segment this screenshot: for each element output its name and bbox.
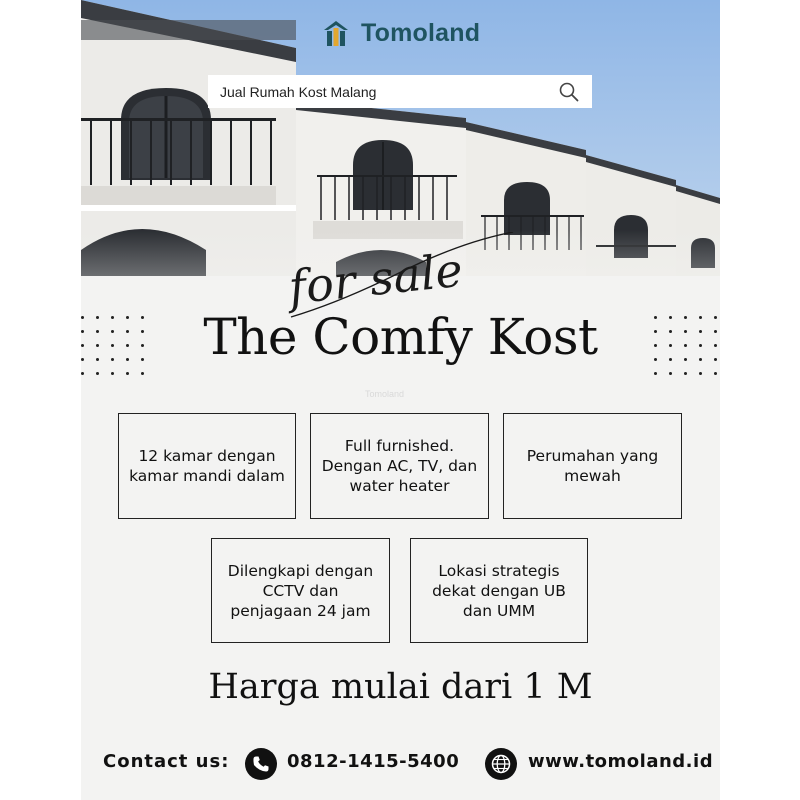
decor-dot	[699, 372, 702, 375]
feature-label: Full furnished. Dengan AC, TV, dan water heater	[321, 437, 478, 495]
feature-box-security	[211, 538, 390, 643]
watermark-text: Tomoland	[365, 389, 405, 399]
house-roof-logo-icon	[321, 18, 351, 48]
feature-box-location	[410, 538, 588, 643]
brand-logo	[321, 16, 480, 50]
contact-website[interactable]: www.tomoland.id	[528, 751, 714, 772]
poster	[81, 0, 720, 800]
page-title: The Comfy Kost	[203, 308, 598, 366]
decor-dot	[654, 372, 657, 375]
decor-dot	[96, 372, 99, 375]
price-text: Harga mulai dari 1 M	[208, 667, 593, 707]
feature-label: Perumahan yang mewah	[526, 447, 659, 485]
feature-box-rooms	[118, 413, 296, 519]
feature-label: Lokasi strategis dekat dengan UB dan UMM	[432, 561, 566, 620]
decor-dot	[714, 372, 717, 375]
decor-dot	[141, 372, 144, 375]
decor-dot	[111, 372, 114, 375]
feature-label: 12 kamar dengan kamar mandi dalam	[129, 447, 285, 485]
feature-box-furnished	[310, 413, 489, 519]
brand-name: Tomoland	[361, 18, 481, 47]
contact-phone[interactable]: 0812-1415-5400	[287, 751, 460, 772]
search-icon[interactable]	[558, 81, 580, 103]
search-input[interactable]	[220, 84, 558, 100]
feature-label: Dilengkapi dengan CCTV dan penjagaan 24 jam	[227, 561, 374, 620]
decor-dot	[81, 372, 84, 375]
for-sale-text: for sale	[286, 242, 466, 315]
search-bar	[208, 75, 592, 108]
contact-label: Contact us:	[103, 751, 230, 772]
feature-box-luxury	[503, 413, 682, 519]
phone-icon	[245, 748, 277, 780]
decor-dot	[669, 372, 672, 375]
decor-dot	[684, 372, 687, 375]
decor-dot	[126, 372, 129, 375]
globe-icon	[485, 748, 517, 780]
